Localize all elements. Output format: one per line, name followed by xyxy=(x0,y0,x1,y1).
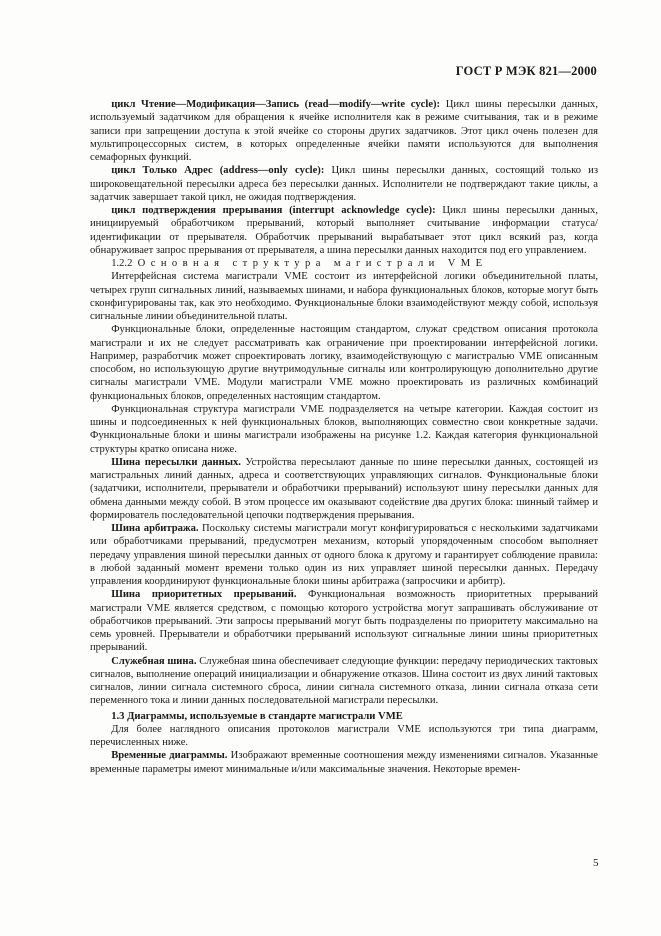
standard-header: ГОСТ Р МЭК 821—2000 xyxy=(455,64,597,78)
section-122-paragraph xyxy=(90,403,598,456)
term-interrupt-ack-text: Цикл шины пересылки данных, инициируемый обработчиком прерываний, который выполняет считывание информации статуса/идентификации от прерывателя. Обработчик прерываний вырабатывает этот цикл всякий раз, когда обнаруживает запрос прерывания от прерывателя, а шина пересылки данных находится под его управлением. xyxy=(90,205,598,256)
section-13-intro-text: Для более наглядного описания протоколов магистрали VME используются три типа диаграмм, перечисленных ниже. xyxy=(90,723,598,748)
bus-priority-interrupt-title: Шина приоритетных прерываний. xyxy=(111,589,297,601)
timing-diagrams-title: Временные диаграммы. xyxy=(111,750,228,762)
section-13-intro xyxy=(90,723,598,750)
timing-diagrams xyxy=(90,749,598,776)
bus-utility-text: Служебная шина обеспечивает следующие функции: передачу периодических тактовых сигналов, выполнение операций инициализации и обнаружение отказов. Шина состоит из двух линий тактовых сигналов, линии сигнала системного сброса, линии сигнала системного отказа, линии сигнала отказа сети переменного тока и линии данных последовательной магистрали пересылки. xyxy=(90,655,598,707)
section-122-text-3: Функциональная структура магистрали VME подразделяется на четыре категории. Каждая состоит из шины и подсоединенных к ней функциональных блоков, выполняющих совместно свои конкретные задачи. Функциональные блоки и шины магистрали изображены на рисунке 1.2. Каждая категория функциональной структуры кратко описана ниже. xyxy=(90,403,598,455)
bus-priority-interrupt-text: Функциональная возможность приоритетных прерываний магистрали VME является средством, с помощью которого устройства могут запрашивать обслуживание от обработчиков прерываний. Эти запросы прерываний могут быть подразделены по приоритету максимально на семь уровней. Прерыватели и обработчики прерываний используют сигнальные линии шины приоритетных прерываний. xyxy=(90,589,598,654)
term-rmw-cycle xyxy=(90,98,598,164)
bus-utility-title: Служебная шина. xyxy=(111,655,197,667)
term-address-only-cycle xyxy=(90,164,598,204)
bus-utility xyxy=(90,655,598,708)
bus-data-transfer-title: Шина пересылки данных. xyxy=(111,456,241,468)
term-interrupt-ack-cycle xyxy=(90,204,598,257)
document-body xyxy=(90,98,598,776)
bus-arbitration xyxy=(90,522,598,588)
term-address-only-title: цикл Только Адрес (address—only cycle): xyxy=(111,165,325,177)
section-122-title: Основная структура магистрали VME xyxy=(137,258,488,269)
section-122-heading xyxy=(90,257,598,270)
bus-data-transfer-text: Устройства пересылают данные по шине пересылки данных, состоящей из магистральных линий данных, адреса и соответствующих управляющих сигналов. Функциональные блоки (задатчики, исполнители, прерыватели и обработчики прерываний) используют шину пересылки данных для обмена данными между собой. В этом процессе им оказывают содействие два других блока: шинный таймер и формирователь последовательной цепочки подтверждения прерывания. xyxy=(90,456,598,521)
bus-priority-interrupt xyxy=(90,588,598,654)
page-number: 5 xyxy=(593,857,599,869)
term-rmw-cycle-title: цикл Чтение—Модификация—Запись (read—modify—write cycle): xyxy=(111,99,441,110)
bus-arbitration-title: Шина арбитража. xyxy=(111,523,199,534)
timing-diagrams-text: Изображают временные соотношения между изменениями сигналов. Указанные временные параметры имеют минимальные и/или максимальные значения. Некоторые времен- xyxy=(90,750,598,775)
section-122-paragraph xyxy=(90,270,598,323)
term-interrupt-ack-title: цикл подтверждения прерывания (interrupt acknowledge cycle): xyxy=(111,205,436,216)
section-122-number: 1.2.2 xyxy=(111,258,133,269)
term-rmw-cycle-text: Цикл шины пересылки данных, используемый задатчиком для обращения к ячейке исполнителя как в режиме считывания, так и в режиме записи при запрещении доступа к этой ячейке со стороны других задатчиков. Этот цикл очень полезен для мультипроцессорных систем, в которых определенные ячейки памяти используются для выполнения семафорных функций. xyxy=(90,99,598,163)
section-122-text-2: Функциональные блоки, определенные настоящим стандартом, служат средством описания протокола магистрали и их не следует рассматривать как ограничение при проектировании интерфейсной логики. Например, разработчик может спроектировать логику, взаимодействующую с магистралью VME описанным способом, но использующую другие внутримодульные сигналы или контролирующую дополнительно другие сигналы магистрали VME. Модули магистрали VME можно проектировать из различных комбинаций функциональных блоков, определенных настоящим стандартом. xyxy=(90,324,598,402)
section-13-heading xyxy=(90,710,598,723)
section-122-text-1: Интерфейсная система магистрали VME состоит из интерфейсной логики объединительной платы, четырех групп сигнальных линий, называемых шинами, и набора функциональных блоков, которые могут быть сконфигурированы так, как это необходимо. Функциональные блоки взаимодействуют между собой, используя сигнальные линии объединительной платы. xyxy=(90,271,598,322)
bus-arbitration-text: Поскольку системы магистрали могут конфигурироваться с несколькими задатчиками или обработчиками прерываний, предусмотрен механизм, который упорядоченным способом выполняет передачу управления шиной пересылки данных от одного блока к другому и гарантирует соблюдение правила: в любой заданный момент времени только один из них управляет шиной пересылки данных. Передачу управления координируют функциональные блоки шины арбитража (запросчики и арбитр). xyxy=(90,523,598,587)
bus-data-transfer xyxy=(90,456,598,522)
section-122-paragraph xyxy=(90,323,598,403)
term-address-only-text: Цикл шины пересылки данных, состоящий только из широковещательной пересылки адреса без пересылки данных. Исполнители не подтверждают такие циклы, а задатчик завершает такой цикл, не ожидая подтверждения. xyxy=(90,165,599,203)
section-13-title: 1.3 Диаграммы, используемые в стандарте магистрали VME xyxy=(111,710,403,722)
